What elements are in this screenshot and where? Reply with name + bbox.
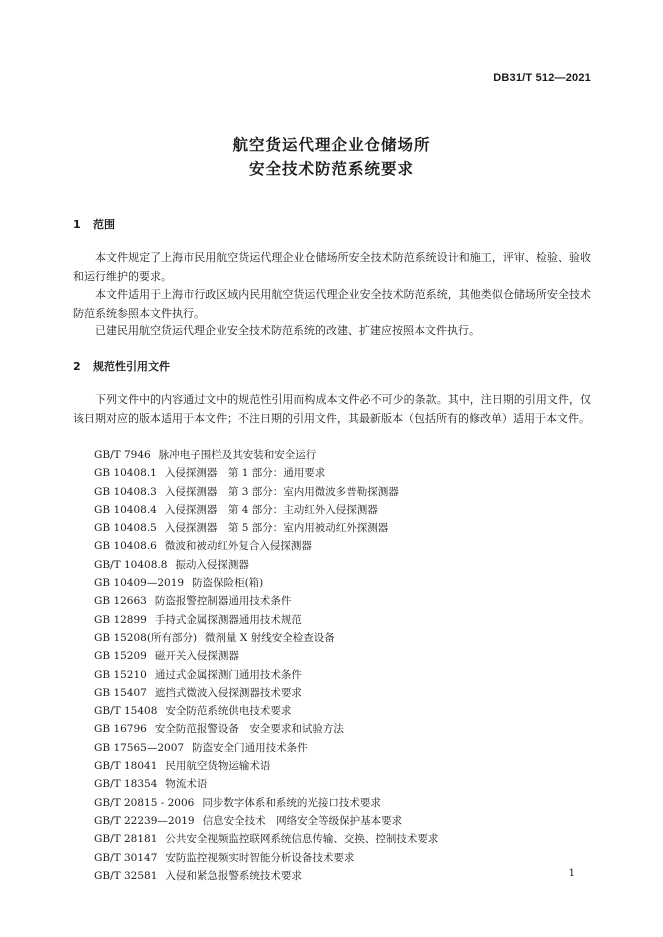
reference-code: GB 16796 bbox=[94, 723, 147, 736]
reference-title: 防盗报警控制器通用技术条件 bbox=[154, 595, 292, 608]
reference-code: GB/T 22239—2019 bbox=[94, 814, 195, 827]
section-1-number: 1 bbox=[73, 218, 81, 231]
section-1-heading bbox=[73, 216, 115, 232]
reference-item bbox=[94, 830, 438, 848]
reference-title: 防盗安全门通用技术条件 bbox=[192, 741, 308, 754]
reference-code: GB/T 15408 bbox=[94, 705, 158, 718]
reference-title: 公共安全视频监控联网系统信息传输、交换、控制技术要求 bbox=[165, 833, 439, 846]
reference-code: GB 10409—2019 bbox=[94, 577, 185, 590]
reference-item bbox=[94, 519, 438, 537]
reference-item bbox=[94, 666, 438, 684]
reference-code: GB 15208(所有部分) bbox=[94, 631, 198, 644]
reference-title: 安全防范报警设备 安全要求和试验方法 bbox=[154, 723, 344, 736]
reference-code: GB 15210 bbox=[94, 668, 147, 681]
reference-item bbox=[94, 775, 438, 793]
reference-title: 遮挡式微波入侵探测器技术要求 bbox=[154, 686, 302, 699]
reference-item bbox=[94, 611, 438, 629]
section-2-heading bbox=[73, 358, 170, 374]
reference-code: GB 10408.5 bbox=[94, 522, 157, 535]
reference-code: GB/T 7946 bbox=[94, 449, 151, 461]
reference-title: 磁开关入侵探测器 bbox=[154, 650, 239, 663]
reference-code: GB 10408.6 bbox=[94, 540, 157, 553]
reference-code: GB/T 20815 - 2006 bbox=[94, 796, 195, 809]
section-2-title: 规范性引用文件 bbox=[93, 360, 170, 373]
section-2-number: 2 bbox=[73, 360, 81, 373]
reference-item bbox=[94, 867, 438, 885]
reference-code: GB 17565—2007 bbox=[94, 741, 185, 754]
reference-item bbox=[94, 501, 438, 519]
reference-title: 振动入侵探测器 bbox=[175, 558, 249, 571]
reference-title: 入侵和紧急报警系统技术要求 bbox=[165, 869, 302, 882]
reference-item bbox=[94, 684, 438, 702]
reference-title: 手持式金属探测器通用技术规范 bbox=[154, 613, 302, 626]
reference-title: 入侵探测器 第 3 部分：室内用微波多普勒探测器 bbox=[164, 485, 399, 498]
reference-title: 入侵探测器 第 5 部分：室内用被动红外探测器 bbox=[164, 522, 389, 535]
reference-item bbox=[94, 812, 438, 830]
reference-list bbox=[94, 446, 438, 885]
reference-title: 物流术语 bbox=[165, 778, 208, 791]
reference-item bbox=[94, 446, 438, 464]
document-title-line-1: 航空货运代理企业仓储场所 bbox=[232, 136, 431, 154]
section-1-paragraph: 已建民用航空货运代理企业安全技术防范系统的改建、扩建应按照本文件执行。 bbox=[95, 324, 480, 337]
section-2-intro: 下列文件中的内容通过文中的规范性引用而构成本文件必不可少的条款。其中，注日期的引用文件，仅该日期对应的版本适用于本文件；不注日期的引用文件，其最新版本（包括所有的修改单）适用于本文件。 bbox=[73, 393, 591, 425]
reference-item bbox=[94, 849, 438, 867]
reference-title: 安防监控视频实时智能分析设备技术要求 bbox=[165, 851, 355, 864]
reference-code: GB 10408.1 bbox=[94, 467, 157, 480]
reference-title: 防盗保险柜(箱) bbox=[192, 577, 264, 590]
reference-code: GB/T 32581 bbox=[94, 869, 158, 882]
reference-code: GB 15209 bbox=[94, 650, 147, 663]
reference-item bbox=[94, 537, 438, 555]
reference-title: 微波和被动红外复合入侵探测器 bbox=[164, 540, 312, 553]
reference-code: GB 12663 bbox=[94, 595, 147, 608]
reference-item bbox=[94, 483, 438, 501]
document-title-line-2: 安全技术防范系统要求 bbox=[248, 160, 414, 178]
reference-item bbox=[94, 592, 438, 610]
section-1-paragraph: 本文件规定了上海市民用航空货运代理企业仓储场所安全技术防范系统设计和施工，评审、检验、验收和运行维护的要求。 bbox=[73, 251, 591, 283]
reference-title: 微剂量 X 射线安全检查设备 bbox=[205, 631, 335, 644]
reference-code: GB 10408.3 bbox=[94, 485, 157, 498]
reference-title: 入侵探测器 第 1 部分：通用要求 bbox=[164, 467, 326, 480]
reference-title: 信息安全技术 网络安全等级保护基本要求 bbox=[202, 814, 403, 827]
reference-item bbox=[94, 647, 438, 665]
reference-item bbox=[94, 574, 438, 592]
reference-title: 通过式金属探测门通用技术条件 bbox=[154, 668, 302, 681]
reference-code: GB 15407 bbox=[94, 686, 147, 699]
reference-item bbox=[94, 702, 438, 720]
reference-code: GB/T 18354 bbox=[94, 778, 158, 791]
reference-item bbox=[94, 629, 438, 647]
reference-code: GB 10408.4 bbox=[94, 503, 157, 516]
reference-code: GB 12899 bbox=[94, 613, 147, 626]
reference-item bbox=[94, 556, 438, 574]
reference-title: 民用航空货物运输术语 bbox=[165, 760, 271, 773]
page-number: 1 bbox=[568, 868, 575, 879]
reference-item bbox=[94, 464, 438, 482]
reference-title: 脉冲电子围栏及其安装和安全运行 bbox=[158, 449, 317, 461]
reference-code: GB/T 10408.8 bbox=[94, 558, 168, 571]
reference-item bbox=[94, 757, 438, 775]
reference-item bbox=[94, 739, 438, 757]
reference-code: GB/T 18041 bbox=[94, 760, 158, 773]
reference-title: 同步数字体系和系统的光接口技术要求 bbox=[202, 796, 381, 809]
reference-code: GB/T 30147 bbox=[94, 851, 158, 864]
reference-item bbox=[94, 794, 438, 812]
section-1-paragraph: 本文件适用于上海市行政区域内民用航空货运代理企业安全技术防范系统，其他类似仓储场所安全技术防范系统参照本文件执行。 bbox=[73, 288, 591, 320]
reference-item bbox=[94, 720, 438, 738]
reference-code: GB/T 28181 bbox=[94, 833, 158, 846]
reference-title: 入侵探测器 第 4 部分：主动红外入侵探测器 bbox=[164, 503, 378, 516]
document-code: DB31/T 512—2021 bbox=[493, 72, 591, 84]
reference-title: 安全防范系统供电技术要求 bbox=[165, 705, 292, 718]
section-1-title: 范围 bbox=[93, 218, 115, 231]
